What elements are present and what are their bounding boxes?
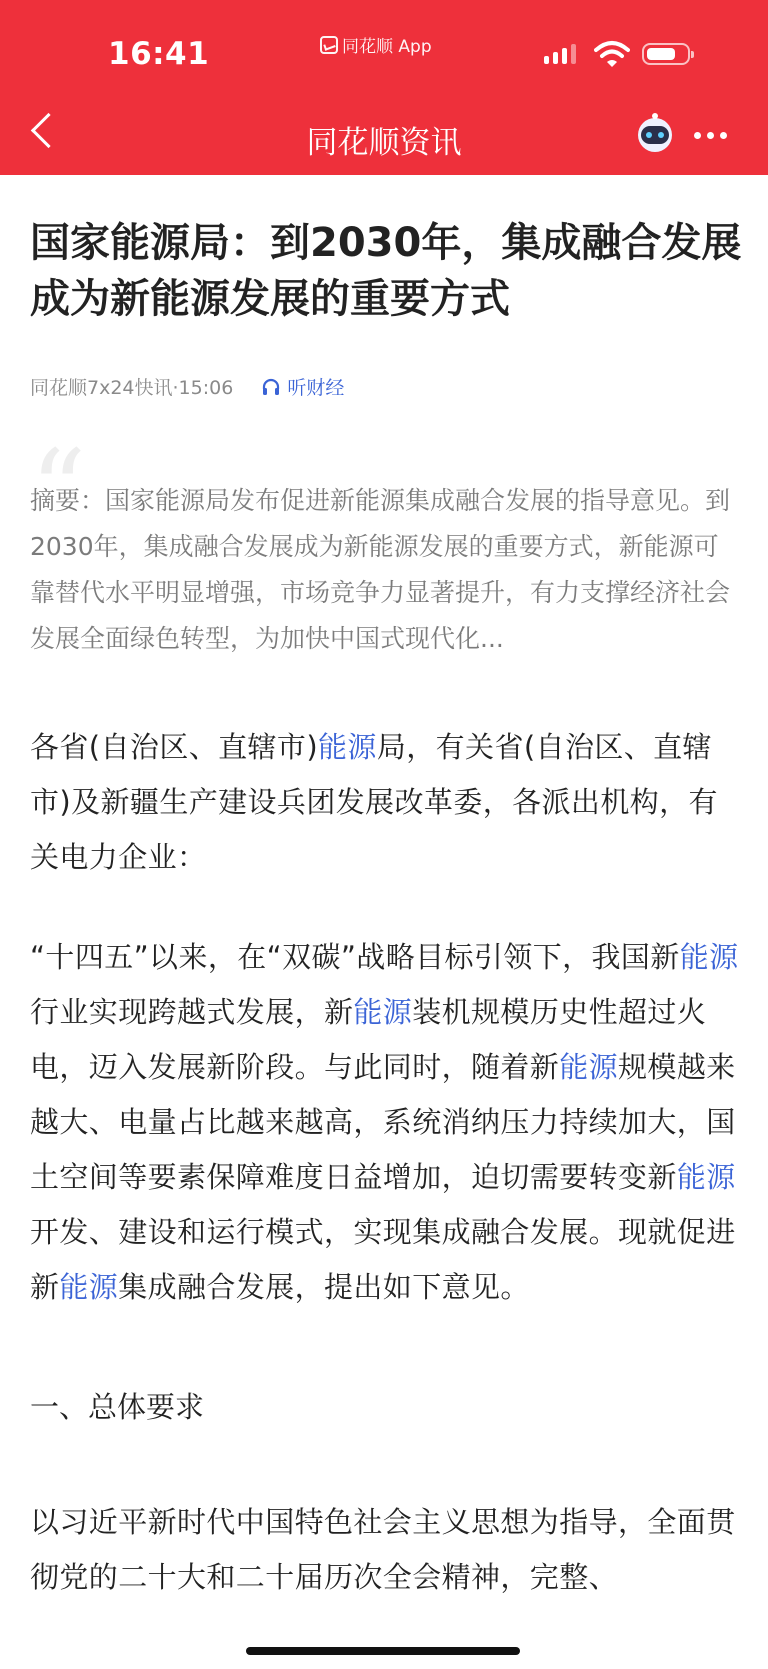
quote-mark-icon: “ xyxy=(30,426,87,554)
text-span: 各省(自治区、直辖市) xyxy=(30,730,319,764)
keyword-link[interactable]: 能源 xyxy=(676,1160,736,1194)
app-header xyxy=(0,0,768,175)
article-summary: 摘要：国家能源局发布促进新能源集成融合发展的指导意见。到2030年，集成融合发展成为新能源发展的重要方式，新能源可靠替代水平明显增强，市场竞争力显著提升，有力支撑经济社会发展全面绿色转型，为加快中国式现代化... xyxy=(30,486,731,653)
keyword-link[interactable]: 能源 xyxy=(318,730,377,764)
article-meta xyxy=(30,373,344,400)
keyword-link[interactable]: 能源 xyxy=(59,1270,119,1304)
text-span: 集成融合发展，提出如下意见。 xyxy=(118,1270,530,1304)
headphones-icon xyxy=(261,377,281,397)
robot-assistant-icon[interactable] xyxy=(632,113,678,153)
app-logo-icon xyxy=(320,36,338,54)
paragraph-2 xyxy=(30,930,742,1315)
text-span: 装机规模历史性超过火电，迈入发展新阶段。与此同时，随着新 xyxy=(30,995,707,1084)
text-span: 局，有关省(自治区、直辖市)及新疆生产建设兵团发展改革委，各派出机构，有关电力企业： xyxy=(30,730,718,874)
wifi-icon xyxy=(594,40,630,70)
listen-button[interactable] xyxy=(261,373,344,400)
text-span: 行业实现跨越式发展，新 xyxy=(30,995,354,1029)
keyword-link[interactable]: 能源 xyxy=(679,940,739,974)
battery-icon xyxy=(642,43,690,65)
home-indicator xyxy=(246,1647,520,1655)
status-app-label: 同花顺 App xyxy=(342,37,432,57)
nav-title: 同花顺资讯 xyxy=(306,125,462,161)
paragraph-1 xyxy=(30,720,742,885)
text-span: “十四五”以来，在“双碳”战略目标引领下，我国新 xyxy=(30,940,680,974)
section-heading: 一、总体要求 xyxy=(30,1390,205,1424)
article-title: 国家能源局：到2030年，集成融合发展成为新能源发展的重要方式 xyxy=(30,220,742,322)
keyword-link[interactable]: 能源 xyxy=(559,1050,619,1084)
more-options-icon[interactable] xyxy=(694,132,727,139)
text-span: 开发、建设和运行模式，实现集成融合发展。现就促进新 xyxy=(30,1215,736,1304)
keyword-link[interactable]: 能源 xyxy=(353,995,413,1029)
paragraph-3: 以习近平新时代中国特色社会主义思想为指导，全面贯彻党的二十大和二十届历次全会精神，完整、 xyxy=(30,1505,736,1594)
listen-label: 听财经 xyxy=(287,377,345,399)
article-source: 同花顺7x24快讯·15:06 xyxy=(30,377,234,399)
status-app-indicator xyxy=(320,32,432,57)
status-time: 16:41 xyxy=(108,36,210,72)
text-span: 规模越来越大、电量占比越来越高，系统消纳压力持续加大，国土空间等要素保障难度日益增加，迫切需要转变新 xyxy=(30,1050,736,1194)
cellular-signal-icon xyxy=(544,44,576,64)
